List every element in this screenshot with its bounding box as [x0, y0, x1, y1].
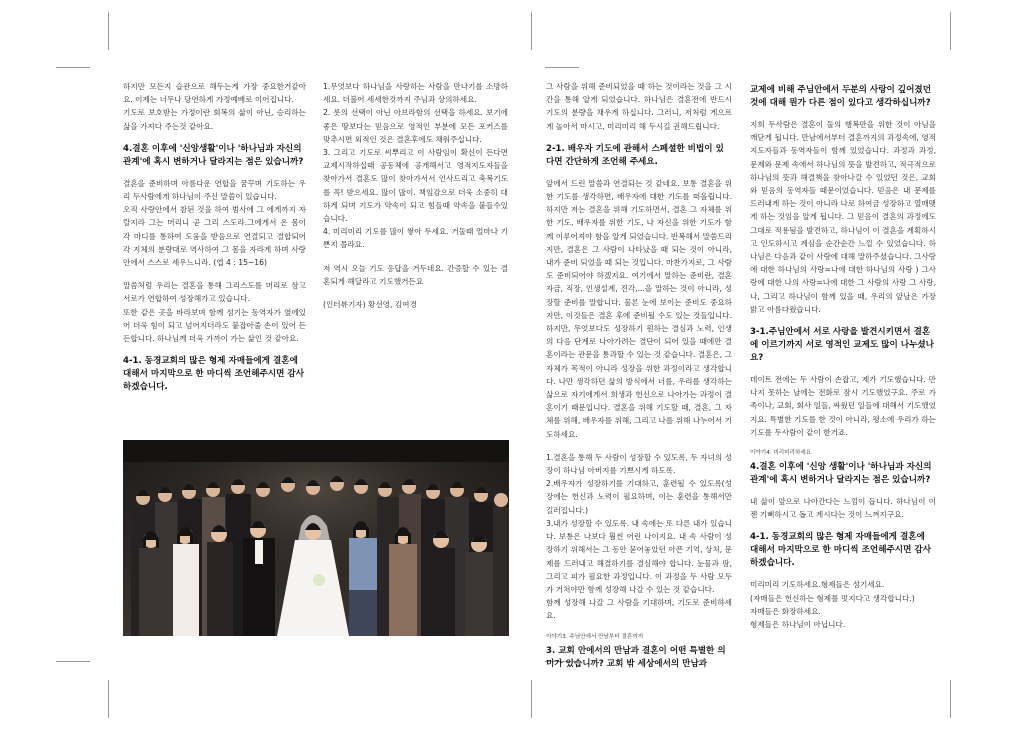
crop-mark	[545, 67, 579, 68]
paragraph: 말씀처럼 우리는 결혼을 통해 그리스도를 머리로 삼고 서로가 연합하여 성장해가고 있습니다. 또한 같은 곳을 바라보며 함께 섬기는 동역자가 옆에있어 더욱 힘이 되고 넘어지더라도 붙잡아줄 손이 있어 든든합니다. 하나님께 더욱 가까이 가는 삶인 것 같아요.	[123, 281, 306, 344]
paragraph: 그 사람을 위해 준비되었을 때 하는 것이라는 것을 그 시간을 통해 알게 되었습니다. 하나님은 결혼전에 반드시 기도의 분량을 채우게 하십니다. 그러니, 저처럼 게으르게 놀아서 마시고, 미리미리 해 두시길 권해드립니다.	[546, 82, 732, 131]
story-label: 이야기3. 주님안에서 만남부터 결혼까지	[546, 633, 644, 640]
paragraph: 내 삶이 앞으로 나아간다는 느낌이 듭니다. 하나님이 이젠 기뻐하시고 돕고 계시다는 것이 느껴지구요.	[750, 497, 936, 520]
crop-mark	[56, 661, 90, 662]
section-heading: 교제에 비해 주님안에서 두분의 사랑이 깊어졌던 것에 대해 뭔가 다른 점이 있다고 생각하십니까?	[750, 85, 931, 108]
section-heading: 4.결혼 이후에 '신앙 생활'이나 '하나님과 자신의 관계'에 혹시 변하거나 달라지는 점은 있습니까?	[750, 462, 932, 486]
section-heading: 4.결혼 이후에 '신앙생활'이나 '하나님과 자신의 관계'에 혹시 변하거나 달라지는 점은 있습니까?	[123, 143, 304, 167]
section-heading: 4-1. 동경교회의 많은 형제 자매들에게 결혼에 대해서 마지막으로 한 마디씩 조언해주시면 감사하겠습니다.	[123, 356, 304, 393]
crop-mark	[108, 680, 109, 718]
paragraph: 미리미리 기도하세요.형제들은 섬기세요. (자매들은 헌신하는 형제를 멋지다고 생각합니다.) 자매들은 화장하세요. 형제들은 하나님이 아닙니다.	[750, 580, 915, 630]
section-heading: 3-1.주님안에서 서로 사랑을 발견시키면서 결혼에 이르기까지 서로 영적인 교제도 많이 나누셨나요?	[750, 327, 934, 364]
crop-mark	[950, 680, 951, 718]
section-heading: 2-1. 배우자 기도에 관해서 스페셜한 비법이 있다면 간단하게 조언해 주세요.	[546, 143, 724, 167]
story-label: 이야기4. 미리미리하세요	[750, 450, 812, 457]
interviewer-credit: (인터뷰기자) 황선영, 김여경	[323, 300, 417, 310]
paragraph: 앞에서 드린 말씀과 연결되는 것 같네요. 보통 결혼을 위한 기도를 생각하면, 배우자에 대한 기도를 떠올립니다. 하지만 저는 결혼을 위해 기도하면서, 결혼 그 자체를 위한 기도, 배우자를 위한 기도, 나 자신을 위한 기도가 함께 이루어져야 함을 알게 되었습니다. 반복해서 말씀드리지만, 결혼은 그 사람이 나타났을 때 되는 것이 아니라, 내가 준비 되었을 때 되는 것입니다. 마찬가지로, 그 사람도 준비되어야 하겠지요. 여기에서 말하는 준비란, 결혼자금, 직장, 인생설계, 진각,...을 말하는 것이 아니라, 성장할 준비를 말합니다. 물론 눈에 보이는 준비도 중요하지만, 이것들은 결혼 후에 준비될 수도 있는 것들입니다. 하지만, 무엇보다도 성장하기 원하는 결심과 노력, 인생의 다음 단계로 나아가려는 결단이 되어 있을 때에만 결혼이라는 관문을 통과할 수 있는 것 같습니다. 결혼은, 그 자체가 목적이 아니라 성장을 위한 과정이라고 생각합니다. 나만 생각하던 삶의 방식에서 너를, 우리를 생각하는 삶으로 자기에게서 희생과 헌신으로 나아가는 과정이 결혼이기 때문입니다. 결혼을 위해 기도할 때, 결혼, 그 자체를 위해, 배우자를 위해, 그리고 나를 위해 나누어서 기도하세요.	[546, 178, 732, 439]
paragraph: 1.무엇보다 하나님을 사랑하는 사람을 만나기를 소망하세요. 더불어 세세한것까지 주님과 상의하세요. 2. 롯의 선택이 아닌 아브라함의 선택을 하세요. 보기에 좋은 땅보다는 믿음으로 영적인 부분에 모든 포커스를 맞추시면 외적인 것은 결혼후에도 채워주십니다. 3. 그리고 기도로 씨뿌리고 이 사람임이 확신이 든다면 교제시작하십때 공동체에 공개해서고 영적지도자들을 찾아가서 결혼도 많이 찾아가서서 인사드리고 축복기도를 꼭! 받으세요. 많이 많이. 책임감으로 더욱 소중히 대하게 되며 기도가 약속이 되고 힘들때 약속을 붙들수있습니다. 4. 미리미리 기도를 많이 쌓아 두세요. 거둘때 얼마나 기쁜지 몰라요.	[323, 82, 508, 250]
paragraph: 저 역시 오늘 기도 응답을 거두네요. 간증할 수 있는 결혼되게 해달라고 기도했거든요	[323, 263, 508, 286]
paragraph: 지희 두사람은 결혼이 둘의 행복만을 위한 것이 아님을 깨닫게 됩니다. 만남에서부터 결혼까지의 과정속에, 영적지도자들과 동역자들이 함께 있었습니다. 과정과 과정, 문제와 문제 속에서 하나님의 뜻을 발견하고, 적극적으로 하나님의 뜻과 해결책을 찾아나갈 수 있었던 것은, 교회와 믿음의 동역자들 때문이었습니다. 믿음은 내 문제를 드러내게 하는 것이 아니라 나로 하여금 성장하고 열매맺게 하는 것임을 알게 됩니다. 그 믿음이 결혼의 과정에도 그대로 적용됨을 발견하고, 하나님이 이 결혼을 계획하시고 인도하시고 계심을 순간순간 느낄 수 있었습니다. 하나님은 다음과 같이 사랑에 대해 말하주셨습니다. 그사랑에 대한 하나님의 사랑=나에 대한 하나님의 사랑 ) 그사랑에 대한 나의 사랑=나에 대한 그 사람의 사랑 그 사랑, 나, 그리고 하나님이 함께 있을 때, 우리의 앞날은 가장 밝고 아름다웠습니다.	[750, 120, 936, 314]
column-2	[323, 80, 508, 380]
crop-mark	[531, 12, 532, 50]
crop-mark	[56, 67, 90, 68]
paragraph: 1.결혼을 통해 두 사람이 성장할 수 있도록, 두 자녀의 성장이 하나님 아버지를 기쁘시게 하도록. 2.배우자가 성장하기를 기대하고, 훈련될 수 있도록(성장에는 헌신과 노력이 필요하며, 이는 훈련을 통해서만 길러집니다.) 3.내가 성장할 수 있도록. 내 속에는 또 다른 내가 있습니다. 보통은 나보다 훨씬 어린 나이지요. 내 속 사람이 성장하기 위해서는 그 동안 묻어놓았던 아픈 기억, 상처, 문제를 드러내고 해결하기를 결심해야 합니다. 눈물과 땀, 그리고 피가 필요한 과정입니다. 이 과정을 두 사람 모두가 거쳐야만 함께 성장해 나갈 수 있는 것 같습니다. 함께 성장해 나갈 그 사람을 기대하며, 기도로 준비하세요.	[546, 452, 732, 621]
paragraph: 데이트 전에는 두 사람이 손잡고, 제가 기도했습니다. 만나지 못하는 날에는 전화로 잠시 기도했었구요. 주로 가족이나, 교회, 회사 일들, 싸웠던 일들에 대해서 기도했었지요. 특별한 기도를 한 것이 아니라, 평소에 우리가 하는 기도를 두사람이 같이 한거죠.	[750, 375, 936, 437]
paragraph: 결혼을 준비하며 아름다운 연합을 꿈꾸며 기도하는 우리 두사람에게 하나님이 주신 말씀이 있습니다. 오직 사랑안에서 참된 것을 하여 범사에 그 에게까지 자랄지라 그는 머리니 곧 그리 스도라.그에게서 온 몸이 각 마디를 통하여 도움을 받음으로 연결되고 결합되어 각 지체의 분량대로 역사하여 그 몸을 자라게 하며 사랑안에서 스스로 세우느니라. (엡 4 : 15~16)	[123, 178, 306, 268]
section-heading: 3. 교회 안에서의 만남과 결혼이 어떤 특별한 의미가 있습니까? 교회 밖 세상에서의 만남과	[546, 645, 726, 669]
wedding-group-photo	[123, 440, 509, 636]
paragraph: 하지만 모든지 습관으로 해두는게 가장 중요한거같아요. 이제는 너무나 당연하게 가정예배로 이어집니다. 기도로 보호받는 가정이란 회복의 삶이 아닌, 승리하는 삶을 가져다 주는것 같아요.	[123, 82, 306, 131]
column-3	[546, 80, 732, 669]
column-1	[123, 80, 306, 435]
crop-mark	[950, 12, 951, 50]
column-4	[750, 80, 936, 640]
crop-mark	[108, 12, 109, 50]
crop-mark	[531, 680, 532, 718]
section-heading: 4-1. 동경교회의 많은 형제 자매들에게 결혼에 대해서 마지막으로 한 마디씩 조언해주시면 감사하겠습니다.	[750, 532, 931, 569]
